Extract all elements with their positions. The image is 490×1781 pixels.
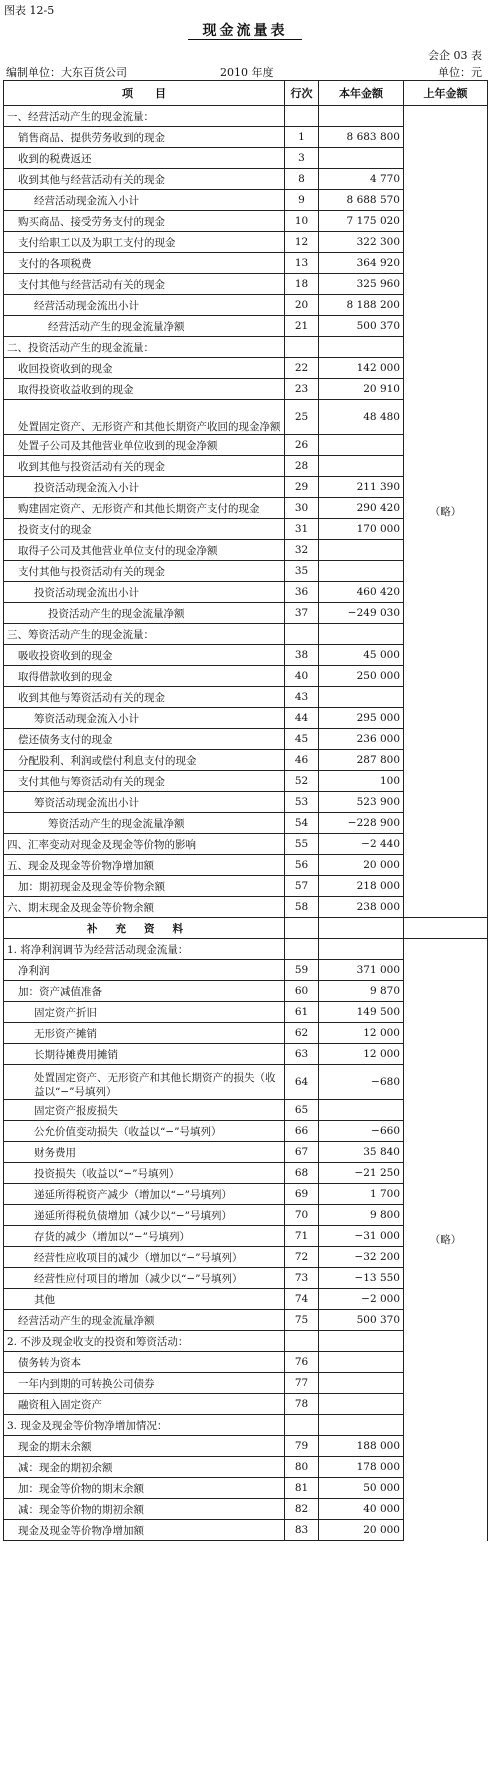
row-item: 收到其他与筹资活动有关的现金 [4, 687, 285, 708]
row-amount: 500 370 [319, 1310, 404, 1331]
col-header-prior: 上年金额 [404, 81, 488, 106]
row-amount: −31 000 [319, 1226, 404, 1247]
row-line-no: 70 [285, 1205, 319, 1226]
row-item: 支付的各项税费 [4, 253, 285, 274]
row-line-no: 62 [285, 1023, 319, 1044]
statement-title: 现金流量表 [202, 23, 288, 39]
row-line-no: 64 [285, 1065, 319, 1100]
row-amount: 12 000 [319, 1023, 404, 1044]
row-amount [319, 939, 404, 960]
row-amount: −13 550 [319, 1268, 404, 1289]
row-amount: 48 480 [319, 400, 404, 435]
row-line-no: 30 [285, 498, 319, 519]
row-amount: −228 900 [319, 813, 404, 834]
row-amount [319, 687, 404, 708]
row-line-no: 9 [285, 190, 319, 211]
row-item: 投资损失（收益以“−”号填列） [4, 1163, 285, 1184]
row-amount: 45 000 [319, 645, 404, 666]
row-line-no: 78 [285, 1394, 319, 1415]
row-item: 处置固定资产、无形资产和其他长期资产的损失（收益以“−”号填列） [4, 1065, 285, 1100]
row-amount [319, 1415, 404, 1436]
row-item: 取得子公司及其他营业单位支付的现金净额 [4, 540, 285, 561]
row-line-no: 54 [285, 813, 319, 834]
row-item: 经营活动产生的现金流量净额 [4, 316, 285, 337]
row-amount: 142 000 [319, 358, 404, 379]
row-amount: 35 840 [319, 1142, 404, 1163]
row-line-no: 60 [285, 981, 319, 1002]
row-amount: −2 440 [319, 834, 404, 855]
row-amount: 12 000 [319, 1044, 404, 1065]
prior-year-omitted: （略） [404, 939, 488, 1541]
row-amount: 1 700 [319, 1184, 404, 1205]
row-item: 净利润 [4, 960, 285, 981]
row-amount: 364 920 [319, 253, 404, 274]
row-line-no: 43 [285, 687, 319, 708]
row-amount [319, 337, 404, 358]
row-item: 吸收投资收到的现金 [4, 645, 285, 666]
row-amount [319, 624, 404, 645]
col-header-item: 项 目 [4, 81, 285, 106]
row-line-no: 13 [285, 253, 319, 274]
row-line-no: 12 [285, 232, 319, 253]
row-line-no: 32 [285, 540, 319, 561]
row-line-no [285, 337, 319, 358]
row-amount: 178 000 [319, 1457, 404, 1478]
row-line-no: 18 [285, 274, 319, 295]
row-line-no: 46 [285, 750, 319, 771]
row-line-no: 74 [285, 1289, 319, 1310]
row-amount: 170 000 [319, 519, 404, 540]
row-line-no: 37 [285, 603, 319, 624]
row-line-no: 67 [285, 1142, 319, 1163]
row-amount: 325 960 [319, 274, 404, 295]
row-item: 加：期初现金及现金等价物余额 [4, 876, 285, 897]
row-line-no: 71 [285, 1226, 319, 1247]
row-amount [319, 1394, 404, 1415]
row-line-no: 55 [285, 834, 319, 855]
row-line-no: 10 [285, 211, 319, 232]
row-amount: 236 000 [319, 729, 404, 750]
row-line-no: 81 [285, 1478, 319, 1499]
row-line-no [285, 939, 319, 960]
row-amount: −32 200 [319, 1247, 404, 1268]
row-line-no: 44 [285, 708, 319, 729]
title-underline [188, 39, 302, 40]
row-item: 收回投资收到的现金 [4, 358, 285, 379]
row-line-no: 80 [285, 1457, 319, 1478]
row-amount: 250 000 [319, 666, 404, 687]
row-amount: 9 800 [319, 1205, 404, 1226]
row-item: 购建固定资产、无形资产和其他长期资产支付的现金 [4, 498, 285, 519]
row-line-no: 76 [285, 1352, 319, 1373]
col-header-line: 行次 [285, 81, 319, 106]
row-line-no: 21 [285, 316, 319, 337]
fiscal-year: 2010 年度 [220, 66, 274, 79]
cash-flow-table [3, 80, 488, 1541]
row-item: 3. 现金及现金等价物净增加情况： [4, 1415, 285, 1436]
row-line-no: 69 [285, 1184, 319, 1205]
row-item: 递延所得税负债增加（减少以“−”号填列） [4, 1205, 285, 1226]
row-line-no: 68 [285, 1163, 319, 1184]
row-line-no: 82 [285, 1499, 319, 1520]
row-line-no [285, 1415, 319, 1436]
row-amount: 322 300 [319, 232, 404, 253]
row-item: 减：现金等价物的期初余额 [4, 1499, 285, 1520]
row-amount: 8 188 200 [319, 295, 404, 316]
row-item: 分配股利、利润或偿付利息支付的现金 [4, 750, 285, 771]
table-row [4, 106, 488, 127]
row-line-no: 31 [285, 519, 319, 540]
row-line-no: 20 [285, 295, 319, 316]
row-amount: 40 000 [319, 1499, 404, 1520]
row-line-no: 79 [285, 1436, 319, 1457]
row-item: 收到的税费返还 [4, 148, 285, 169]
row-item: 取得投资收益收到的现金 [4, 379, 285, 400]
row-line-no: 26 [285, 435, 319, 456]
row-amount: 295 000 [319, 708, 404, 729]
row-line-no: 63 [285, 1044, 319, 1065]
row-item: 四、汇率变动对现金及现金等价物的影响 [4, 834, 285, 855]
row-item: 处置子公司及其他营业单位收到的现金净额 [4, 435, 285, 456]
row-line-no: 72 [285, 1247, 319, 1268]
row-amount [319, 148, 404, 169]
supplement-heading-row [4, 918, 488, 939]
row-amount: 20 910 [319, 379, 404, 400]
row-line-no: 58 [285, 897, 319, 918]
row-item: 经营活动现金流出小计 [4, 295, 285, 316]
prior-year-omitted: （略） [404, 106, 488, 918]
row-item: 一年内到期的可转换公司债券 [4, 1373, 285, 1394]
row-line-no: 45 [285, 729, 319, 750]
row-item: 固定资产折旧 [4, 1002, 285, 1023]
row-line-no: 59 [285, 960, 319, 981]
form-number: 会企 03 表 [428, 49, 482, 62]
row-item: 减：现金的期初余额 [4, 1457, 285, 1478]
row-item: 支付其他与筹资活动有关的现金 [4, 771, 285, 792]
row-amount [319, 540, 404, 561]
row-line-no: 25 [285, 400, 319, 435]
row-amount: 7 175 020 [319, 211, 404, 232]
row-item: 筹资活动现金流出小计 [4, 792, 285, 813]
row-item: 二、投资活动产生的现金流量： [4, 337, 285, 358]
row-line-no [285, 106, 319, 127]
row-amount: −680 [319, 1065, 404, 1100]
row-item: 无形资产摊销 [4, 1023, 285, 1044]
row-item: 投资活动现金流出小计 [4, 582, 285, 603]
row-amount [319, 1100, 404, 1121]
row-line-no: 52 [285, 771, 319, 792]
row-item: 财务费用 [4, 1142, 285, 1163]
empty-cell [404, 918, 488, 939]
row-line-no: 77 [285, 1373, 319, 1394]
row-item: 投资活动现金流入小计 [4, 477, 285, 498]
empty-cell [285, 918, 319, 939]
empty-cell [319, 918, 404, 939]
row-amount: 4 770 [319, 169, 404, 190]
row-item: 经营活动产生的现金流量净额 [4, 1310, 285, 1331]
row-line-no: 22 [285, 358, 319, 379]
row-amount: 290 420 [319, 498, 404, 519]
row-line-no: 83 [285, 1520, 319, 1541]
row-item: 固定资产报废损失 [4, 1100, 285, 1121]
row-amount: 100 [319, 771, 404, 792]
row-line-no: 56 [285, 855, 319, 876]
row-item: 长期待摊费用摊销 [4, 1044, 285, 1065]
row-item: 支付其他与投资活动有关的现金 [4, 561, 285, 582]
row-line-no: 61 [285, 1002, 319, 1023]
row-amount [319, 1352, 404, 1373]
row-amount [319, 561, 404, 582]
row-line-no: 75 [285, 1310, 319, 1331]
row-item: 经营活动现金流入小计 [4, 190, 285, 211]
row-line-no: 36 [285, 582, 319, 603]
row-item: 经营性应收项目的减少（增加以“−”号填列） [4, 1247, 285, 1268]
row-line-no: 66 [285, 1121, 319, 1142]
row-line-no: 3 [285, 148, 319, 169]
row-line-no [285, 624, 319, 645]
table-row [4, 939, 488, 960]
row-item: 现金及现金等价物净增加额 [4, 1520, 285, 1541]
row-line-no: 73 [285, 1268, 319, 1289]
row-line-no [285, 1331, 319, 1352]
row-item: 五、现金及现金等价物净增加额 [4, 855, 285, 876]
currency-unit: 单位：元 [438, 66, 482, 79]
row-item: 筹资活动产生的现金流量净额 [4, 813, 285, 834]
row-amount: 371 000 [319, 960, 404, 981]
row-amount [319, 1373, 404, 1394]
row-line-no: 57 [285, 876, 319, 897]
row-amount: 523 900 [319, 792, 404, 813]
row-line-no: 28 [285, 456, 319, 477]
row-item: 公允价值变动损失（收益以“−”号填列） [4, 1121, 285, 1142]
row-item: 其他 [4, 1289, 285, 1310]
figure-label: 图表 12-5 [4, 4, 55, 17]
row-amount: 500 370 [319, 316, 404, 337]
row-item: 六、期末现金及现金等价物余额 [4, 897, 285, 918]
row-item: 支付给职工以及为职工支付的现金 [4, 232, 285, 253]
row-amount [319, 456, 404, 477]
row-item: 投资支付的现金 [4, 519, 285, 540]
row-item: 处置固定资产、无形资产和其他长期资产收回的现金净额 [4, 400, 285, 435]
row-amount: 460 420 [319, 582, 404, 603]
row-amount: 188 000 [319, 1436, 404, 1457]
row-amount: 218 000 [319, 876, 404, 897]
row-line-no: 65 [285, 1100, 319, 1121]
row-item: 经营性应付项目的增加（减少以“−”号填列） [4, 1268, 285, 1289]
row-line-no: 35 [285, 561, 319, 582]
row-amount: 287 800 [319, 750, 404, 771]
row-item: 销售商品、提供劳务收到的现金 [4, 127, 285, 148]
row-item: 筹资活动现金流入小计 [4, 708, 285, 729]
row-amount: 8 688 570 [319, 190, 404, 211]
row-amount: −21 250 [319, 1163, 404, 1184]
row-item: 收到其他与经营活动有关的现金 [4, 169, 285, 190]
row-amount: 8 683 800 [319, 127, 404, 148]
row-item: 偿还债务支付的现金 [4, 729, 285, 750]
col-header-current: 本年金额 [319, 81, 404, 106]
supplement-title: 补充资料 [4, 918, 285, 939]
row-amount [319, 435, 404, 456]
row-item: 递延所得税资产减少（增加以“−”号填列） [4, 1184, 285, 1205]
row-amount: −660 [319, 1121, 404, 1142]
row-amount [319, 106, 404, 127]
preparing-unit: 编制单位：大东百货公司 [6, 66, 127, 79]
row-item: 取得借款收到的现金 [4, 666, 285, 687]
row-amount: −2 000 [319, 1289, 404, 1310]
row-amount: −249 030 [319, 603, 404, 624]
row-amount: 50 000 [319, 1478, 404, 1499]
row-item: 支付其他与经营活动有关的现金 [4, 274, 285, 295]
row-line-no: 53 [285, 792, 319, 813]
row-line-no: 1 [285, 127, 319, 148]
row-amount: 211 390 [319, 477, 404, 498]
row-item: 存货的减少（增加以“−”号填列） [4, 1226, 285, 1247]
row-item: 三、筹资活动产生的现金流量： [4, 624, 285, 645]
row-line-no: 38 [285, 645, 319, 666]
row-item: 2. 不涉及现金收支的投资和筹资活动： [4, 1331, 285, 1352]
row-amount: 20 000 [319, 855, 404, 876]
row-item: 1. 将净利润调节为经营活动现金流量： [4, 939, 285, 960]
row-item: 融资租入固定资产 [4, 1394, 285, 1415]
row-line-no: 40 [285, 666, 319, 687]
row-item: 加：现金等价物的期末余额 [4, 1478, 285, 1499]
row-amount: 238 000 [319, 897, 404, 918]
row-amount: 9 870 [319, 981, 404, 1002]
row-amount: 149 500 [319, 1002, 404, 1023]
row-amount: 20 000 [319, 1520, 404, 1541]
row-line-no: 23 [285, 379, 319, 400]
row-line-no: 29 [285, 477, 319, 498]
row-item: 现金的期末余额 [4, 1436, 285, 1457]
row-item: 投资活动产生的现金流量净额 [4, 603, 285, 624]
row-item: 购买商品、接受劳务支付的现金 [4, 211, 285, 232]
row-line-no: 8 [285, 169, 319, 190]
row-item: 收到其他与投资活动有关的现金 [4, 456, 285, 477]
main-section [4, 106, 488, 1541]
row-item: 债务转为资本 [4, 1352, 285, 1373]
row-item: 一、经营活动产生的现金流量： [4, 106, 285, 127]
row-amount [319, 1331, 404, 1352]
row-item: 加：资产减值准备 [4, 981, 285, 1002]
